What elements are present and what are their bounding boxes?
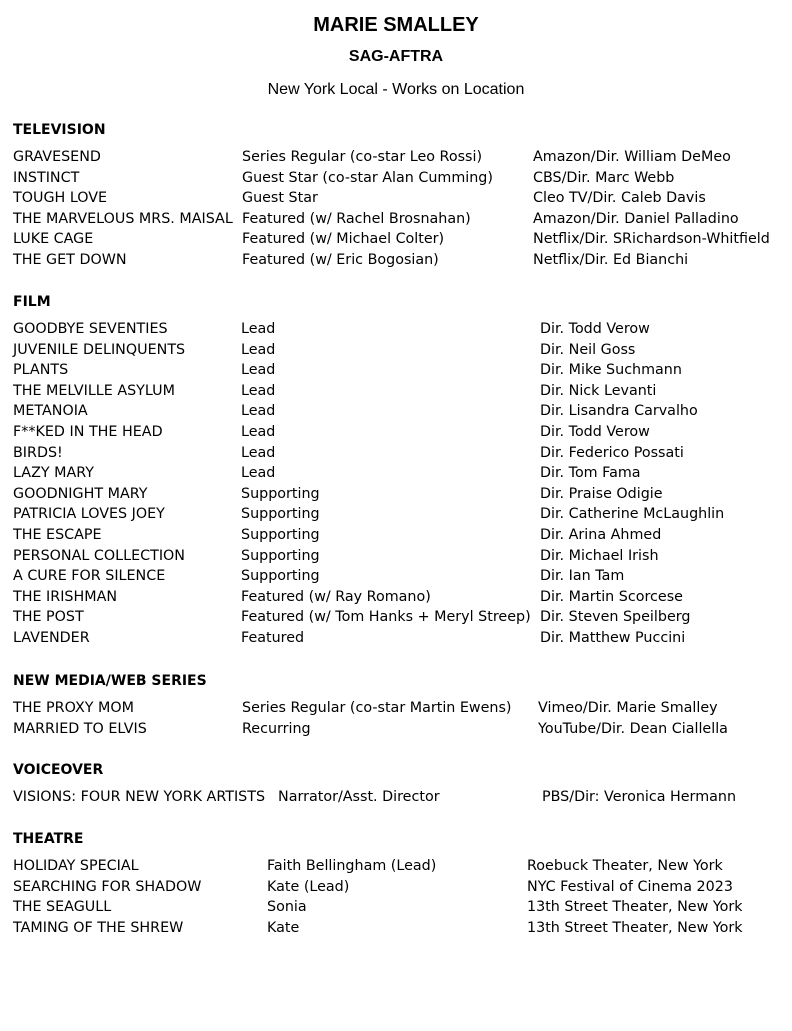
- credit-role: Lead: [241, 382, 276, 399]
- credit-company-director: Dir. Matthew Puccini: [540, 629, 686, 646]
- credit-row: [13, 401, 783, 422]
- credit-company-director: Dir. Catherine McLaughlin: [540, 506, 725, 523]
- credit-role: Supporting: [241, 547, 320, 564]
- section-heading-television: TELEVISION: [13, 122, 106, 138]
- credit-company-director: CBS/Dir. Marc Webb: [533, 169, 675, 186]
- credit-row: [13, 856, 783, 877]
- credit-title: THE ESCAPE: [13, 526, 102, 543]
- credit-role: Lead: [241, 321, 276, 337]
- credit-title: HOLIDAY SPECIAL: [13, 858, 139, 874]
- credit-title: THE GET DOWN: [13, 251, 127, 268]
- credit-title: THE POST: [13, 609, 84, 626]
- credit-row: [13, 250, 783, 271]
- credit-title: THE SEAGULL: [13, 899, 112, 916]
- credit-company-director: Amazon/Dir. Daniel Palladino: [533, 210, 739, 227]
- actor-name: MARIE SMALLEY: [313, 14, 479, 36]
- credit-title: THE MELVILLE ASYLUM: [13, 382, 175, 399]
- credit-company-director: Dir. Arina Ahmed: [540, 526, 662, 543]
- credit-title: F**KED IN THE HEAD: [13, 423, 163, 440]
- credit-company-director: Dir. Nick Levanti: [540, 382, 657, 399]
- credit-company-director: Roebuck Theater, New York: [527, 858, 723, 874]
- credit-company-director: Dir. Todd Verow: [540, 423, 650, 440]
- credit-company-director: Netflix/Dir. SRichardson-Whitfield: [533, 231, 770, 248]
- credit-company-director: Dir. Steven Speilberg: [540, 609, 691, 626]
- credit-row: [13, 719, 783, 740]
- television-credits: [13, 147, 783, 271]
- credit-title: LUKE CAGE: [13, 231, 94, 248]
- section-heading-film: FILM: [13, 294, 51, 310]
- credit-row: [13, 443, 783, 464]
- credit-row: [13, 504, 783, 525]
- credit-row: [13, 422, 783, 443]
- union-affiliation: SAG-AFTRA: [348, 48, 444, 65]
- credit-company-director: Netflix/Dir. Ed Bianchi: [533, 251, 689, 268]
- credit-title: MARRIED TO ELVIS: [13, 720, 147, 737]
- credit-company-director: NYC Festival of Cinema 2023: [527, 878, 733, 895]
- credit-title: TOUGH LOVE: [13, 190, 108, 207]
- credit-company-director: Amazon/Dir. William DeMeo: [533, 149, 731, 165]
- credit-title: LAVENDER: [13, 629, 90, 646]
- section-heading-new-media: NEW MEDIA/WEB SERIES: [13, 673, 207, 689]
- credit-role: Lead: [241, 444, 276, 461]
- credit-role: Kate (Lead): [267, 878, 350, 895]
- credit-title: LAZY MARY: [13, 465, 95, 482]
- credit-title: THE IRISHMAN: [13, 588, 118, 605]
- credit-row: [13, 918, 783, 939]
- credit-row: [13, 787, 783, 808]
- credit-row: [13, 525, 783, 546]
- credit-role: Lead: [241, 341, 276, 358]
- credit-role: Faith Bellingham (Lead): [267, 858, 437, 874]
- credit-role: Kate: [267, 919, 300, 936]
- credit-role: Sonia: [267, 899, 307, 916]
- credit-row: [13, 628, 783, 649]
- credit-title: BIRDS!: [13, 444, 63, 461]
- credit-role: Supporting: [241, 485, 320, 502]
- credit-row: [13, 381, 783, 402]
- credit-row: [13, 340, 783, 361]
- credit-title: VISIONS: FOUR NEW YORK ARTISTS: [13, 789, 266, 805]
- credit-row: [13, 877, 783, 898]
- credit-row: [13, 566, 783, 587]
- credit-title: PERSONAL COLLECTION: [13, 547, 185, 564]
- credit-title: METANOIA: [13, 403, 88, 420]
- credit-title: A CURE FOR SILENCE: [13, 568, 166, 585]
- credit-company-director: Dir. Tom Fama: [540, 465, 641, 482]
- theatre-credits: [13, 856, 783, 938]
- credit-title: PATRICIA LOVES JOEY: [13, 506, 165, 523]
- credit-company-director: Dir. Praise Odigie: [540, 485, 663, 502]
- credit-role: Featured: [241, 629, 305, 646]
- credit-company-director: Dir. Lisandra Carvalho: [540, 403, 698, 420]
- section-heading-theatre: THEATRE: [13, 831, 84, 847]
- credit-company-director: Dir. Todd Verow: [540, 321, 650, 337]
- credit-company-director: Dir. Michael Irish: [540, 547, 659, 564]
- credit-company-director: Vimeo/Dir. Marie Smalley: [538, 700, 718, 716]
- credit-row: [13, 897, 783, 918]
- credit-title: PLANTS: [13, 362, 69, 379]
- credit-title: THE PROXY MOM: [13, 700, 134, 716]
- credit-company-director: Dir. Neil Goss: [540, 341, 636, 358]
- credit-company-director: Dir. Federico Possati: [540, 444, 684, 461]
- credit-title: THE MARVELOUS MRS. MAISAL: [13, 210, 233, 227]
- credit-role: Guest Star (co-star Alan Cumming): [242, 169, 493, 186]
- credit-role: Narrator/Asst. Director: [278, 789, 440, 805]
- credit-company-director: Dir. Mike Suchmann: [540, 362, 682, 379]
- credit-role: Lead: [241, 403, 276, 420]
- credit-role: Featured (w/ Ray Romano): [241, 588, 431, 605]
- credit-title: GOODNIGHT MARY: [13, 485, 148, 502]
- credit-role: Series Regular (co-star Leo Rossi): [242, 149, 483, 165]
- credit-title: JUVENILE DELINQUENTS: [13, 341, 186, 358]
- credit-row: [13, 463, 783, 484]
- credit-title: SEARCHING FOR SHADOW: [13, 878, 202, 895]
- credit-row: [13, 168, 783, 189]
- credit-company-director: Dir. Martin Scorcese: [540, 588, 683, 605]
- credit-role: Featured (w/ Tom Hanks + Meryl Streep): [241, 609, 531, 626]
- credit-row: [13, 188, 783, 209]
- credit-title: GOODBYE SEVENTIES: [13, 321, 168, 337]
- credit-company-director: 13th Street Theater, New York: [527, 919, 743, 936]
- credit-row: [13, 698, 783, 719]
- credit-company-director: Cleo TV/Dir. Caleb Davis: [533, 190, 706, 207]
- credit-title: TAMING OF THE SHREW: [13, 919, 184, 936]
- credit-row: [13, 484, 783, 505]
- new-media-credits: [13, 698, 783, 739]
- credit-role: Lead: [241, 362, 276, 379]
- credit-company-director: Dir. Ian Tam: [540, 568, 625, 585]
- credit-role: Featured (w/ Eric Bogosian): [242, 251, 439, 268]
- credit-role: Guest Star: [242, 190, 318, 207]
- credit-role: Recurring: [242, 720, 311, 737]
- credit-row: [13, 607, 783, 628]
- credit-role: Supporting: [241, 526, 320, 543]
- credit-role: Supporting: [241, 506, 320, 523]
- credit-role: Featured (w/ Michael Colter): [242, 231, 445, 248]
- credit-company-director: 13th Street Theater, New York: [527, 899, 743, 916]
- credit-row: [13, 546, 783, 567]
- credit-role: Featured (w/ Rachel Brosnahan): [242, 210, 471, 227]
- credit-row: [13, 319, 783, 340]
- section-heading-voiceover: VOICEOVER: [13, 762, 104, 778]
- credit-role: Lead: [241, 423, 276, 440]
- credit-title: GRAVESEND: [13, 149, 101, 165]
- credit-row: [13, 360, 783, 381]
- credit-company-director: PBS/Dir: Veronica Hermann: [542, 789, 736, 805]
- credit-role: Supporting: [241, 568, 320, 585]
- credit-title: INSTINCT: [13, 169, 80, 186]
- credit-row: [13, 209, 783, 230]
- credit-row: [13, 147, 783, 168]
- credit-row: [13, 587, 783, 608]
- location-note: New York Local - Works on Location: [267, 81, 525, 98]
- credit-role: Series Regular (co-star Martin Ewens): [242, 700, 512, 716]
- credit-role: Lead: [241, 465, 276, 482]
- credit-company-director: YouTube/Dir. Dean Ciallella: [538, 720, 728, 737]
- film-credits: [13, 319, 783, 649]
- voiceover-credits: [13, 787, 783, 808]
- credit-row: [13, 229, 783, 250]
